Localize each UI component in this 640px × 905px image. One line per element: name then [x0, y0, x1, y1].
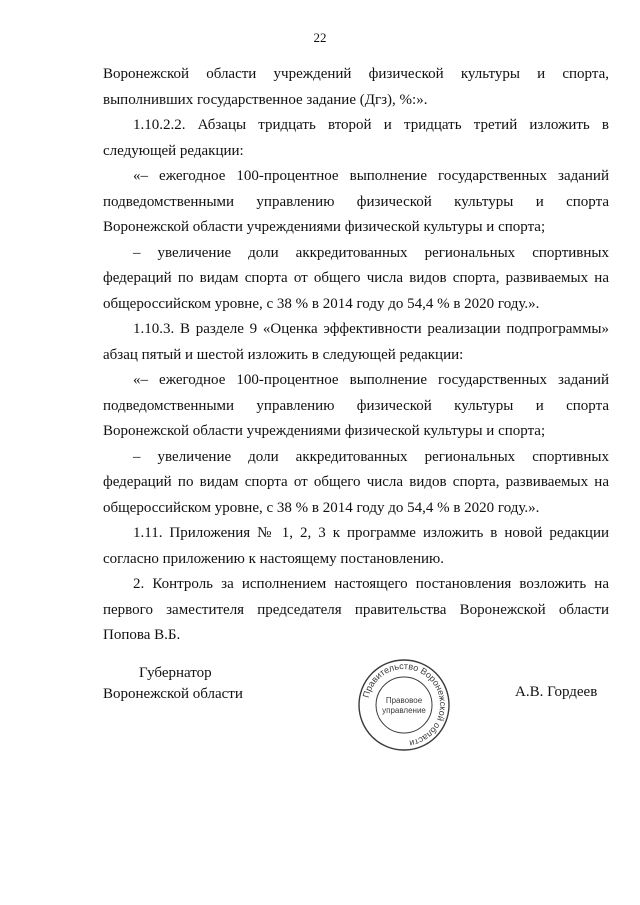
text-line: общероссийском уровне, с 38 % в 2014 году до 54,4 % в 2020 году.».: [103, 499, 540, 516]
signatory-title-line1: Губернатор: [139, 665, 212, 681]
text-line: федераций по видам спорта от общего числа видов спорта, развиваемых на: [103, 270, 609, 286]
stamp-center-line1: Правовое: [385, 696, 423, 705]
official-stamp: [354, 657, 454, 753]
text-line: Воронежской области учреждениями физической культуры и спорта;: [103, 219, 546, 235]
text-line: 1.10.3. В разделе 9 «Оценка эффективности реализации подпрограммы»: [133, 321, 609, 337]
text-line: федераций по видам спорта от общего числа видов спорта, развиваемых на: [103, 474, 609, 490]
text-line: «– ежегодное 100-процентное выполнение государственных заданий: [133, 168, 609, 184]
stamp-center-line2: управление: [382, 706, 426, 715]
text-line: 1.11. Приложения № 1, 2, 3 к программе изложить в новой редакции: [133, 525, 609, 541]
text-line: следующей редакции:: [103, 142, 244, 159]
document-body: [103, 62, 609, 649]
stamp-ring-text: Правительство Воронежской области: [360, 660, 449, 749]
text-line: – увеличение доли аккредитованных региональных спортивных: [133, 448, 609, 465]
text-line: Попова В.Б.: [103, 627, 181, 643]
text-line: «– ежегодное 100-процентное выполнение государственных заданий: [133, 372, 609, 388]
text-line: абзац пятый и шестой изложить в следующей редакции:: [103, 346, 464, 363]
text-line: первого заместителя председателя правительства Воронежской области: [103, 601, 609, 618]
text-line: подведомственными управлению физической культуры и спорта: [103, 397, 609, 414]
stamp-inner-ring: [376, 677, 432, 733]
signatory-name: А.В. Гордеев: [515, 684, 598, 700]
text-line: 1.10.2.2. Абзацы тридцать второй и тридцать третий изложить в: [133, 117, 609, 133]
signatory-title: [103, 663, 243, 705]
text-line: 2. Контроль за исполнением настоящего постановления возложить на: [133, 576, 609, 592]
text-line: – увеличение доли аккредитованных региональных спортивных: [133, 244, 609, 261]
text-line: общероссийском уровне, с 38 % в 2014 году до 54,4 % в 2020 году.».: [103, 295, 540, 312]
stamp-outer-ring: [359, 660, 449, 750]
text-line: согласно приложению к настоящему постановлению.: [103, 550, 444, 567]
signatory-title-line2: Воронежской области: [103, 686, 243, 702]
text-line: Воронежской области учреждений физической культуры и спорта,: [103, 66, 609, 82]
text-line: Воронежской области учреждениями физической культуры и спорта;: [103, 423, 546, 439]
text-line: выполнивших государственное задание (Дгз), %:».: [103, 91, 428, 108]
page-number: 22: [313, 30, 327, 45]
text-line: подведомственными управлению физической культуры и спорта: [103, 193, 609, 210]
